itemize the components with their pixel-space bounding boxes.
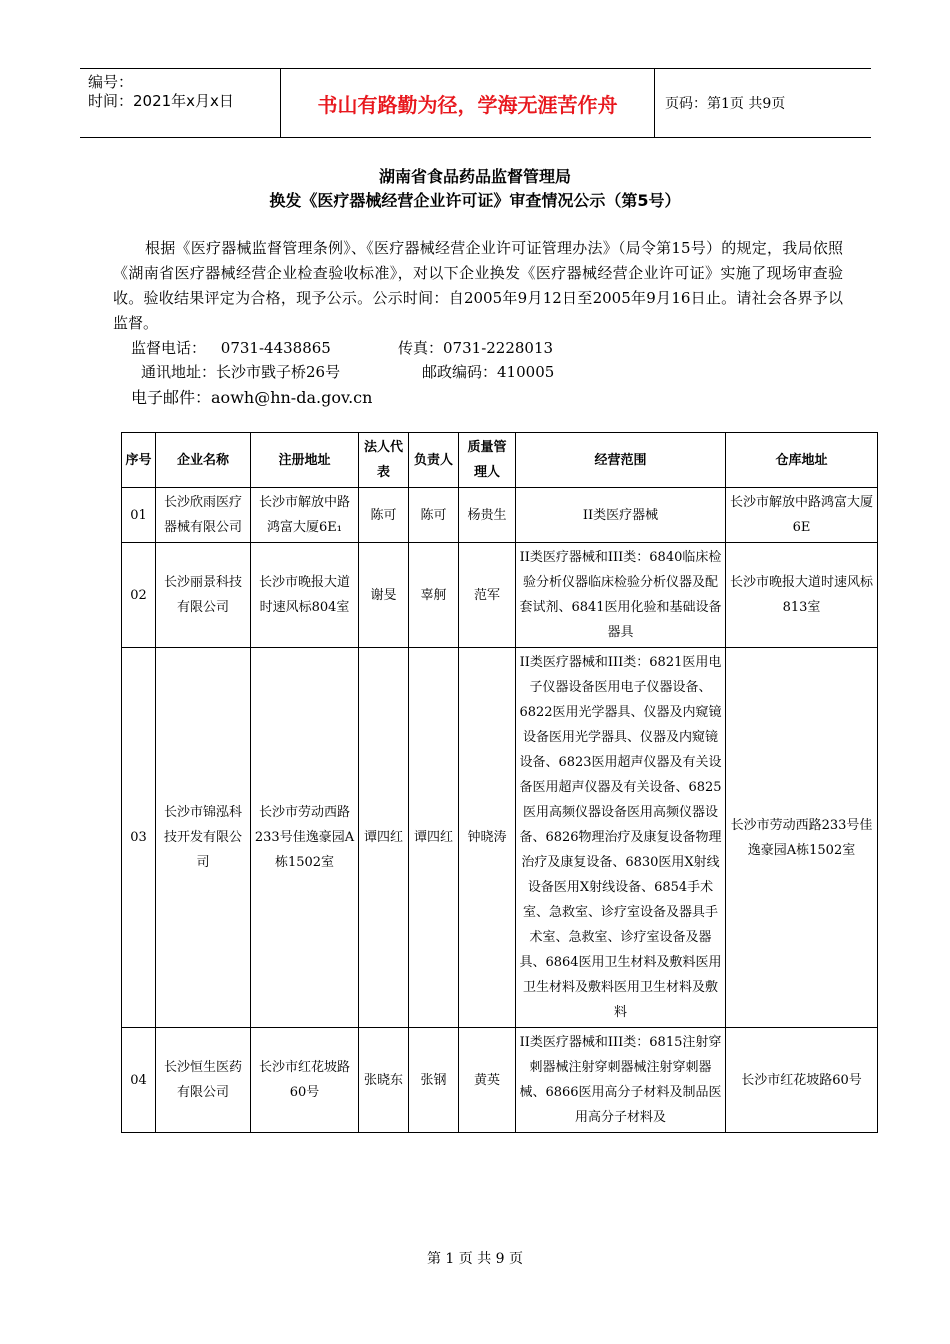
table-row [122,1028,878,1133]
page-footer: 第 1 页 共 9 页 [426,1251,524,1267]
document-title-line2: 换发《医疗器械经营企业许可证》审查情况公示（第5号） [269,191,681,210]
header-slogan: 书山有路勤为径，学海无涯苦作舟 [281,69,655,137]
table-cell: 范军 [459,543,516,648]
postcode-value: 410005 [497,363,555,381]
table-cell: 长沙市劳动西路233号佳逸豪园A栋1502室 [726,648,878,1028]
header-page-info: 页码：第1页 共9页 [665,96,786,112]
email-label: 电子邮件： [131,388,212,407]
table-cell: 张晓东 [359,1028,409,1133]
table-row [122,543,878,648]
table-cell: 长沙市红花坡路60号 [251,1028,359,1133]
col-header: 仓库地址 [726,433,878,488]
col-header: 注册地址 [251,433,359,488]
table-cell: 长沙市解放中路鸿富大厦6E₁ [251,488,359,543]
table-cell: 长沙市晚报大道时速风标813室 [726,543,878,648]
table-cell: 03 [122,648,156,1028]
table-cell: 长沙欣雨医疗器械有限公司 [156,488,251,543]
table-cell: 长沙市晚报大道时速风标804室 [251,543,359,648]
col-header: 质量管理人 [459,433,516,488]
fax-label: 传真： [398,339,444,357]
address-label: 通讯地址： [141,363,217,381]
table-header-row [122,433,878,488]
table-cell: 长沙丽景科技有限公司 [156,543,251,648]
table-cell: 长沙市锦泓科技开发有限公司 [156,648,251,1028]
intro-paragraph: 根据《医疗器械监督管理条例》、《医疗器械经营企业许可证管理办法》（局令第15号）的规定，我局依照《湖南省医疗器械经营企业检查验收标准》，对以下企业换发《医疗器械经营企业许可证》实施了现场审查验收。验收结果评定为合格，现予公示。公示时间：自2005年9月12日至2005年9月16日止。请社会各界予以监督。 [113,239,843,332]
postcode-line [422,361,554,382]
enterprise-table [121,432,878,1133]
number-label: 编号： [88,73,134,91]
table-cell: 01 [122,488,156,543]
table-cell: 02 [122,543,156,648]
col-header: 企业名称 [156,433,251,488]
table-cell: 张钢 [409,1028,459,1133]
table-cell: 钟晓涛 [459,648,516,1028]
table-cell: 长沙市劳动西路233号佳逸豪园A栋1502室 [251,648,359,1028]
table-row [122,648,878,1028]
header-meta [80,69,281,137]
postcode-label: 邮政编码： [422,363,498,381]
page-header [80,68,871,138]
table-cell: 辜舸 [409,543,459,648]
table-cell: 陈可 [409,488,459,543]
table-cell: 长沙市解放中路鸿富大厦6E [726,488,878,543]
col-header: 序号 [122,433,156,488]
fax-line [398,337,553,358]
table-cell: II类医疗器械和III类：6840临床检验分析仪器临床检验分析仪器及配套试剂、6841医用化验和基础设备器具 [516,543,726,648]
phone-label: 监督电话： [131,339,207,357]
col-header: 负责人 [409,433,459,488]
table-cell: 谭四红 [359,648,409,1028]
col-header: 经营范围 [516,433,726,488]
col-header: 法人代表 [359,433,409,488]
document-title-line1: 湖南省食品药品监督管理局 [378,167,571,186]
table-cell: 陈可 [359,488,409,543]
email-value[interactable]: aowh@hn-da.gov.cn [211,388,373,407]
table-cell: 杨贵生 [459,488,516,543]
time-label: 时间：2021年x月x日 [88,92,234,110]
phone-value: 0731-4438865 [220,339,331,357]
email-line [131,385,372,408]
phone-line [131,337,331,358]
table-cell: 谢旻 [359,543,409,648]
address-value: 长沙市戥子桥26号 [216,363,341,381]
table-cell: 长沙市红花坡路60号 [726,1028,878,1133]
table-cell: II类医疗器械 [516,488,726,543]
address-line [141,361,340,382]
fax-value: 0731-2228013 [443,339,554,357]
table-cell: 长沙恒生医药有限公司 [156,1028,251,1133]
table-cell: II类医疗器械和III类：6815注射穿刺器械注射穿刺器械注射穿刺器械、6866医用高分子材料及制品医用高分子材料及 [516,1028,726,1133]
table-cell: II类医疗器械和III类：6821医用电子仪器设备医用电子仪器设备、6822医用光学器具、仪器及内窥镜设备医用光学器具、仪器及内窥镜设备、6823医用超声仪器及有关设备医用超声仪器及有关设备、6825医用高频仪器设备医用高频仪器设备、6826物理治疗及康复设备物理治疗及康复设备、6830医用X射线设备医用X射线设备、6854手术室、急救室、诊疗室设备及器具手术室、急救室、诊疗室设备及器具、6864医用卫生材料及敷料医用卫生材料及敷料医用卫生材料及敷料 [516,648,726,1028]
table-cell: 谭四红 [409,648,459,1028]
table-cell: 黄英 [459,1028,516,1133]
table-cell: 04 [122,1028,156,1133]
table-row [122,488,878,543]
